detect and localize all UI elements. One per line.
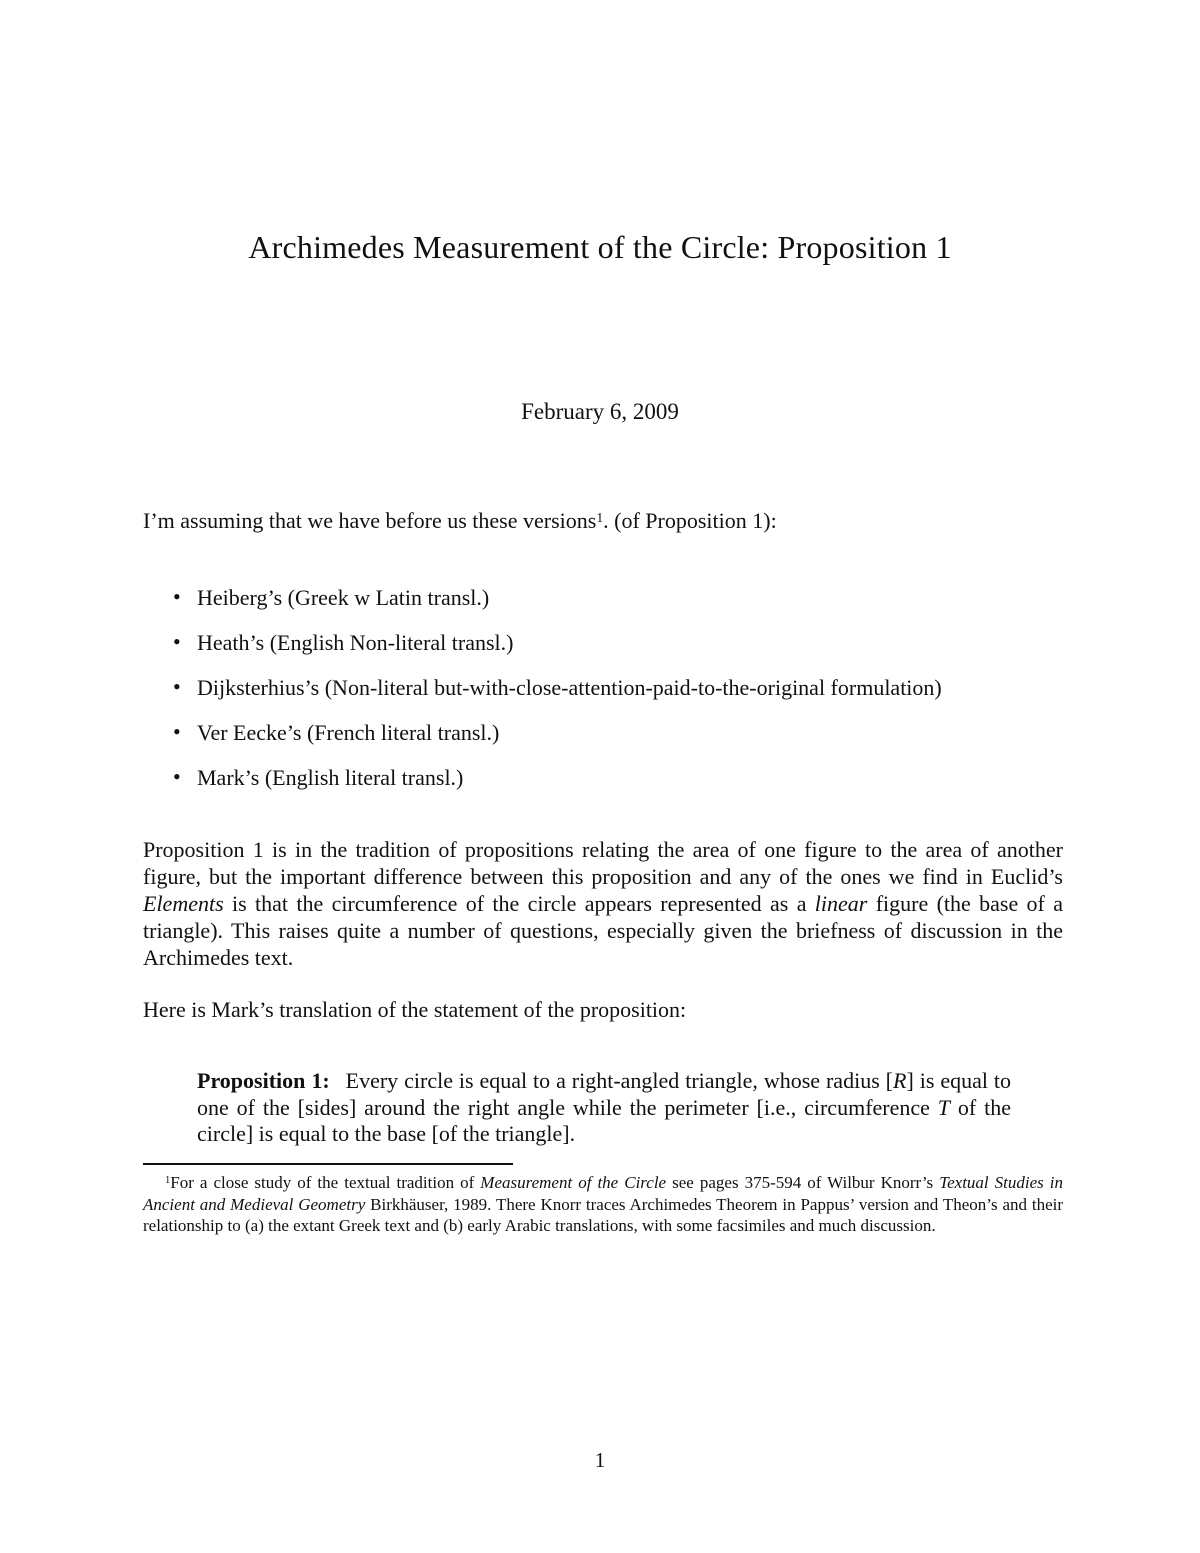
versions-list [143,584,1063,809]
intro-paragraph: I’m assuming that we have before us these versions$^1$. (of Proposition 1): [143,508,777,533]
document-title: Archimedes Measurement of the Circle: Proposition 1 [248,229,952,265]
bullet-icon: • [173,629,181,654]
list-item [143,764,1063,791]
list-item [143,719,1063,746]
list-item-label: Mark’s (English literal transl.) [197,765,464,790]
bullet-icon: • [173,764,181,789]
page-number: 1 [594,1448,606,1472]
list-item [143,674,1063,701]
footnote: $^1$For a close study of the textual tradition of Measurement of the Circle see pages 375-594 of Wilbur Knorr’s Textual Studies in Ancient and Medieval Geometry Birkhäuser, 1989. There Knorr traces Archimedes Theorem in Pappus’ version and Theon’s and their relationship to (a) the extant Greek text and (b) early Arabic translations, with some facsimiles and much discussion. [143,1173,1064,1236]
proposition-label: Proposition 1: [197,1068,330,1093]
bullet-icon: • [173,719,181,744]
list-item-label: Heiberg’s (Greek w Latin transl.) [197,585,490,610]
list-item-label: Ver Eecke’s (French literal transl.) [197,720,500,745]
list-item [143,629,1063,656]
body-paragraph: Proposition 1 is in the tradition of propositions relating the area of one figure to the area of another figure, but the important difference between this proposition and any of the ones we find in Euclid’s Elements is that the circumference of the circle appears represented as a linear figure (the base of a triangle). This raises quite a number of questions, especially given the briefness of discussion in the Archimedes text. [143,837,1063,970]
list-item [143,584,1063,611]
translation-intro: Here is Mark’s translation of the statement of the proposition: [143,997,687,1022]
list-item-label: Dijksterhius’s (Non-literal but-with-close-attention-paid-to-the-original formulation) [197,675,942,700]
document-date: February 6, 2009 [521,399,679,424]
list-item-label: Heath’s (English Non-literal transl.) [197,630,514,655]
bullet-icon: • [173,674,181,699]
proposition-body: Every circle is equal to a right-angled triangle, whose radius [R] is equal to one of the [sides] around the right angle while the perimeter [i.e., circumference T of the circle] is equal to the base [of the triangle]. [197,1068,1012,1146]
bullet-icon: • [173,584,181,609]
footnote-divider [143,1163,513,1165]
proposition-block [197,1068,1011,1148]
